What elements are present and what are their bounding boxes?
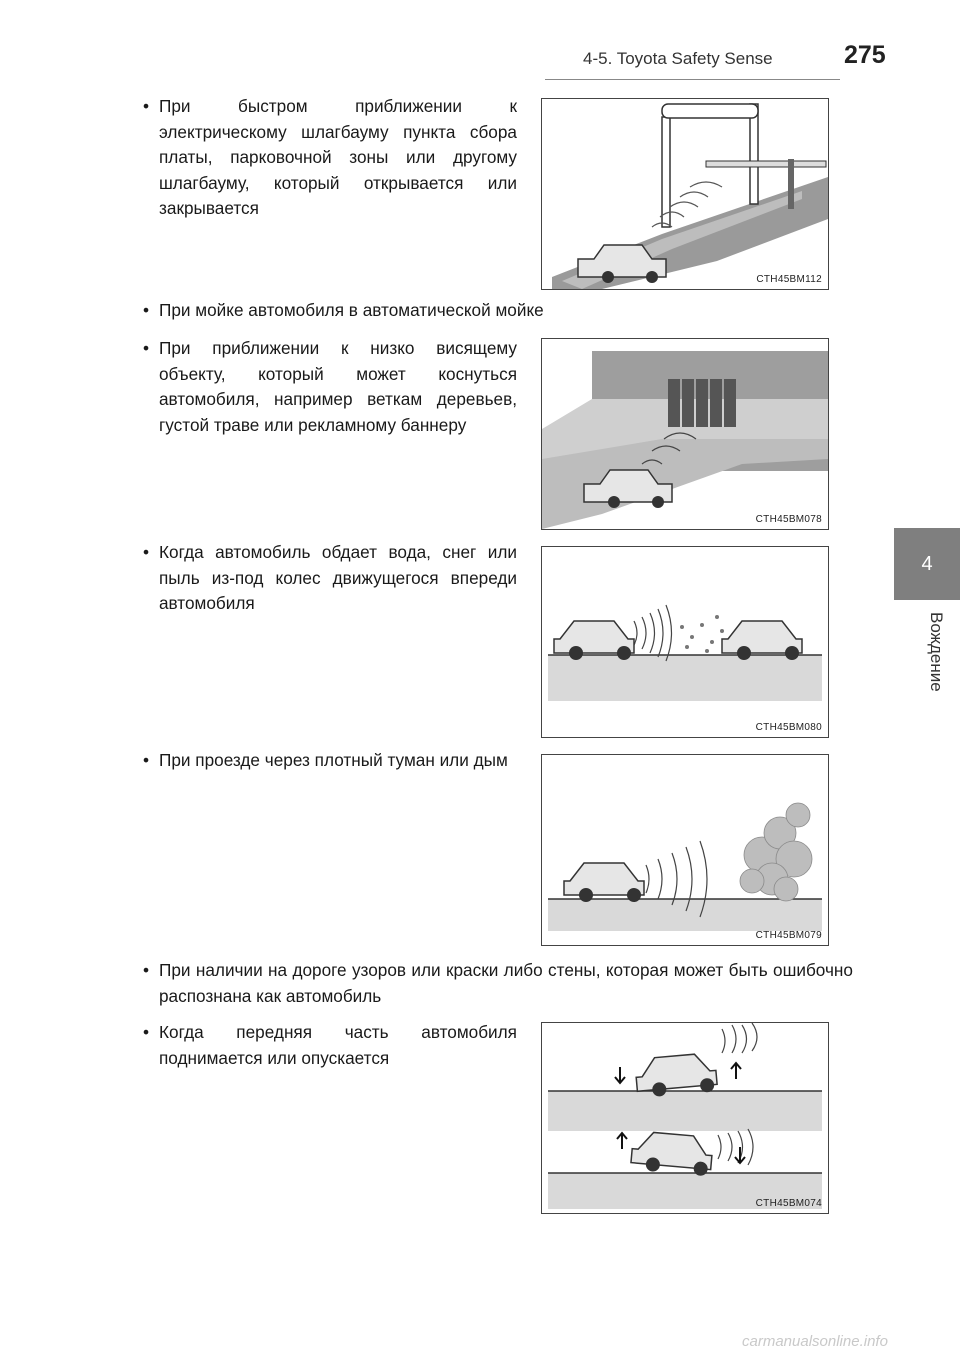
figure-low-object [541,338,829,530]
figure-fog [541,754,829,946]
figure-code: CTH45BM112 [756,274,822,285]
figure-code: CTH45BM074 [755,1198,822,1209]
figure-code: CTH45BM079 [755,930,822,941]
list-item: • При наличии на дороге узоров или краски либо стены, которая может быть ошибочно распознана как автомобиль [141,958,853,1009]
spray-illustration [542,547,828,737]
figure-pitch [541,1022,829,1214]
arrow-down-icon [615,1067,625,1083]
section-title: 4-5. Toyota Safety Sense [583,49,773,68]
car-icon [564,863,644,902]
figure-spray [541,546,829,738]
low-object-illustration [542,339,828,529]
car-icon [554,621,634,660]
figure-code: CTH45BM080 [755,722,822,733]
toll-gate-illustration [542,99,828,289]
watermark: carmanualsonline.info [742,1333,888,1350]
chapter-title: Вождение [927,612,946,692]
list-item: • При мойке автомобиля в автоматической мойке [141,298,621,324]
car-icon [722,621,802,660]
figure-code: CTH45BM078 [755,514,822,525]
car-icon [630,1131,713,1177]
figure-toll-gate [541,98,829,290]
chapter-tab: 4 [894,528,960,600]
page-number: 275 [844,41,886,69]
fog-illustration [542,755,828,945]
pitch-illustration [542,1023,828,1213]
arrow-up-icon [617,1133,627,1149]
arrow-up-icon [731,1063,741,1079]
list-item: • При быстром приближении к электрическому шлагбауму пункта сбора платы, парковочной зоны или другому шлагбауму, который открывается или закрывается [141,94,517,222]
header-divider [545,79,840,80]
list-item: • При приближении к низко висящему объекту, который может коснуться автомобиля, например веткам деревьев, густой траве или рекламному баннеру [141,336,517,438]
list-item: • При проезде через плотный туман или дым [141,748,517,774]
list-item: • Когда автомобиль обдает вода, снег или пыль из-под колес движущегося впереди автомобиля [141,540,517,617]
list-item: • Когда передняя часть автомобиля поднимается или опускается [141,1020,517,1071]
arrow-down-icon [735,1147,745,1163]
